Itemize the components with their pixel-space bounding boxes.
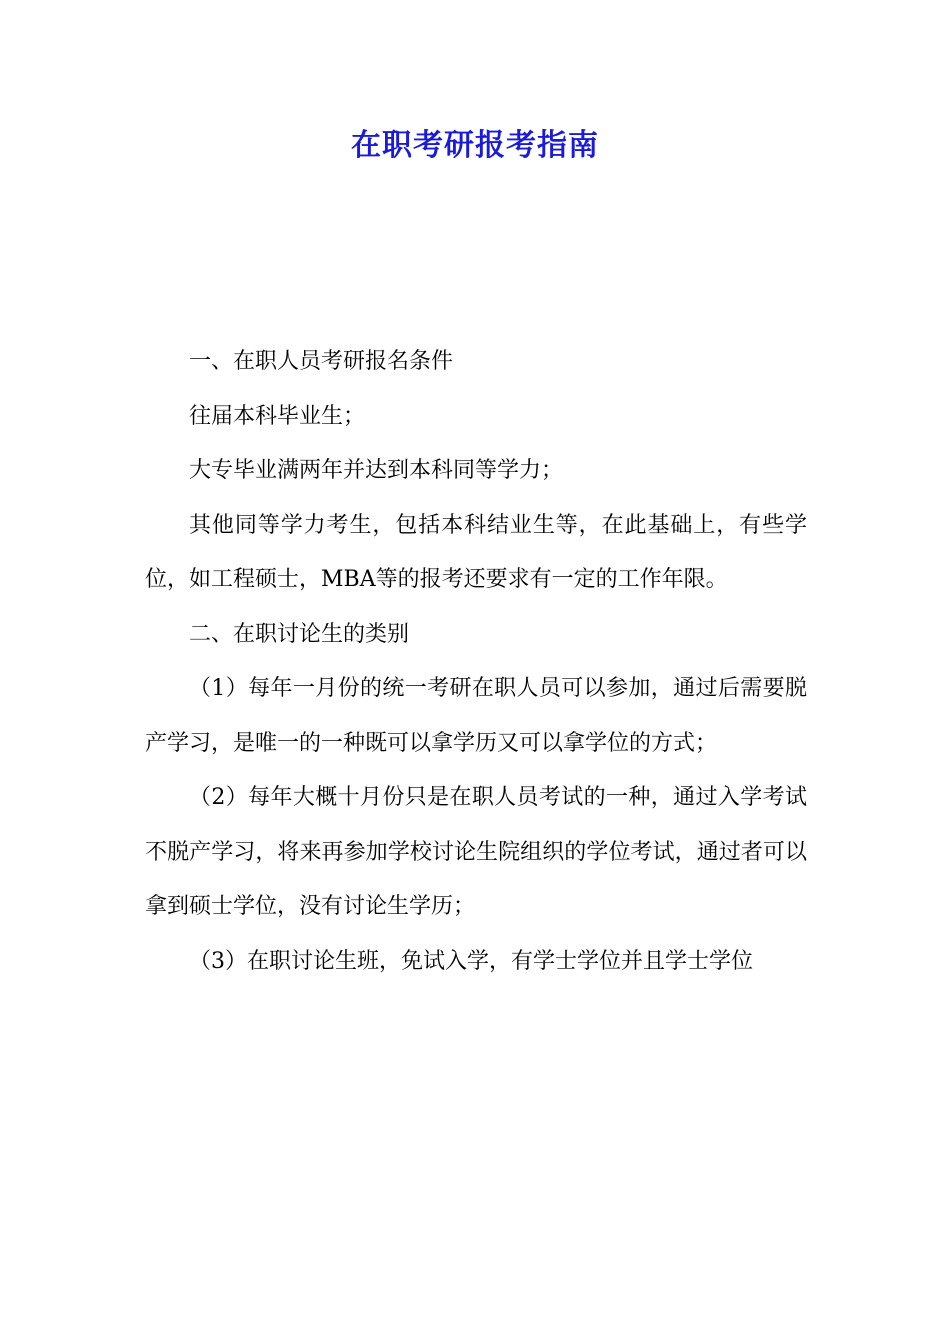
paragraph-condition-2: 大专毕业满两年并达到本科同等学力；: [189, 458, 564, 483]
document-title: 在职考研报考指南: [351, 128, 599, 163]
document-body: [145, 335, 807, 989]
paragraph-category-2: （2）每年大概十月份只是在职人员考试的一种，通过入学考试不脱产学习，将来再参加学校讨论生院组织的学位考试，通过者可以拿到硕士学位，没有讨论生学历；: [145, 785, 807, 919]
paragraph-section-2-heading: 二、在职讨论生的类别: [189, 621, 410, 647]
paragraph-condition-3: 其他同等学力考生，包括本科结业生等，在此基础上，有些学位，如工程硕士，MBA等的报考还要求有一定的工作年限。: [145, 512, 807, 592]
paragraph-category-3: （3）在职讨论生班，免试入学，有学士学位并且学士学位: [189, 948, 753, 974]
paragraph-category-1: （1）每年一月份的统一考研在职人员可以参加，通过后需要脱产学习，是唯一的一种既可以拿学历又可以拿学位的方式；: [145, 676, 807, 756]
paragraph-section-1-heading: 一、在职人员考研报名条件: [189, 349, 454, 374]
paragraph-condition-1: 往届本科毕业生；: [189, 403, 366, 429]
